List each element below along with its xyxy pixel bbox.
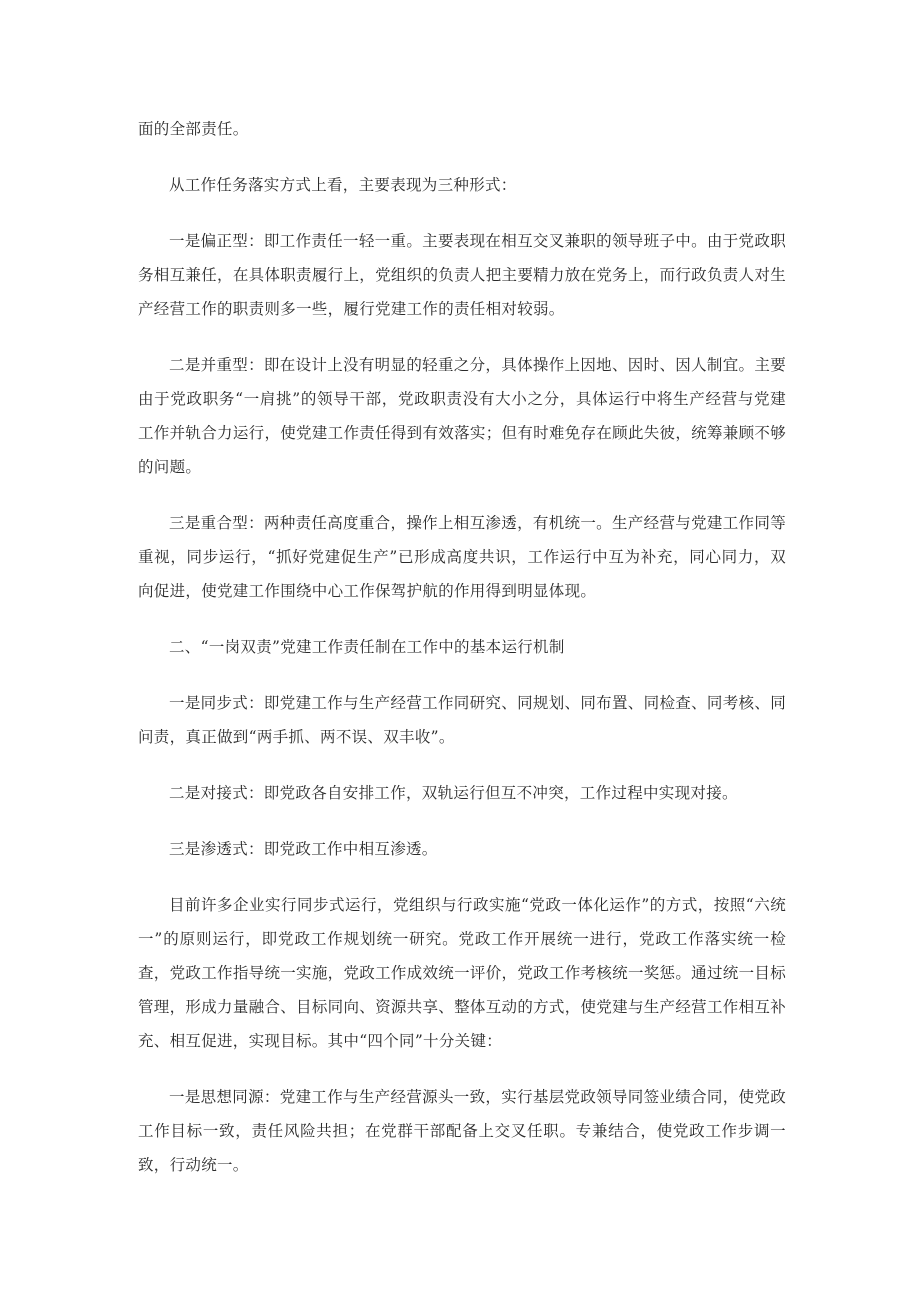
paragraph-type-parallel: 二是并重型：即在设计上没有明显的轻重之分，具体操作上因地、因时、因人制宜。主要由于党政职务“一肩挑”的领导干部，党政职责没有大小之分，具体运行中将生产经营与党建工作并轨合力运行，使党建工作责任得到有效落实；但有时难免存在顾此失彼，统筹兼顾不够的问题。	[138, 356, 786, 476]
section-heading-mechanism: 二、“一岗双责”党建工作责任制在工作中的基本运行机制	[169, 638, 565, 656]
paragraph-mode-synchronous: 一是同步式：即党建工作与生产经营工作同研究、同规划、同布置、同检查、同考核、同问责，真正做到“两手抓、两不误、双丰收”。	[138, 694, 786, 746]
paragraph-mode-penetration: 三是渗透式：即党政工作中相互渗透。	[169, 840, 438, 858]
paragraph-integration: 目前许多企业实行同步式运行，党组织与行政实施“党政一体化运作”的方式，按照“六统一”的原则运行，即党政工作规划统一研究。党政工作开展统一进行，党政工作落实统一检查，党政工作指导统一实施，党政工作成效统一评价，党政工作考核统一奖惩。通过统一目标管理，形成力量融合、目标同向、资源共享、整体互动的方式，使党建与生产经营工作相互补充、相互促进，实现目标。其中“四个同”十分关键：	[138, 896, 786, 1050]
paragraph-continuation: 面的全部责任。	[138, 120, 249, 138]
paragraph-forms-intro: 从工作任务落实方式上看，主要表现为三种形式：	[169, 176, 517, 194]
paragraph-type-overlap: 三是重合型：两种责任高度重合，操作上相互渗透，有机统一。生产经营与党建工作同等重视，同步运行，“抓好党建促生产”已形成高度共识，工作运行中互为补充，同心同力，双向促进，使党建工作围绕中心工作保驾护航的作用得到明显体现。	[138, 514, 786, 600]
document-body	[138, 112, 786, 1204]
paragraph-mode-docking: 二是对接式：即党政各自安排工作，双轨运行但互不冲突，工作过程中实现对接。	[169, 784, 738, 802]
paragraph-same-source: 一是思想同源：党建工作与生产经营源头一致，实行基层党政领导同签业绩合同，使党政工作目标一致，责任风险共担；在党群干部配备上交叉任职。专兼结合，使党政工作步调一致，行动统一。	[138, 1088, 786, 1174]
paragraph-type-biased: 一是偏正型：即工作责任一轻一重。主要表现在相互交叉兼职的领导班子中。由于党政职务相互兼任，在具体职责履行上，党组织的负责人把主要精力放在党务上，而行政负责人对生产经营工作的职责则多一些，履行党建工作的责任相对较弱。	[138, 232, 786, 318]
